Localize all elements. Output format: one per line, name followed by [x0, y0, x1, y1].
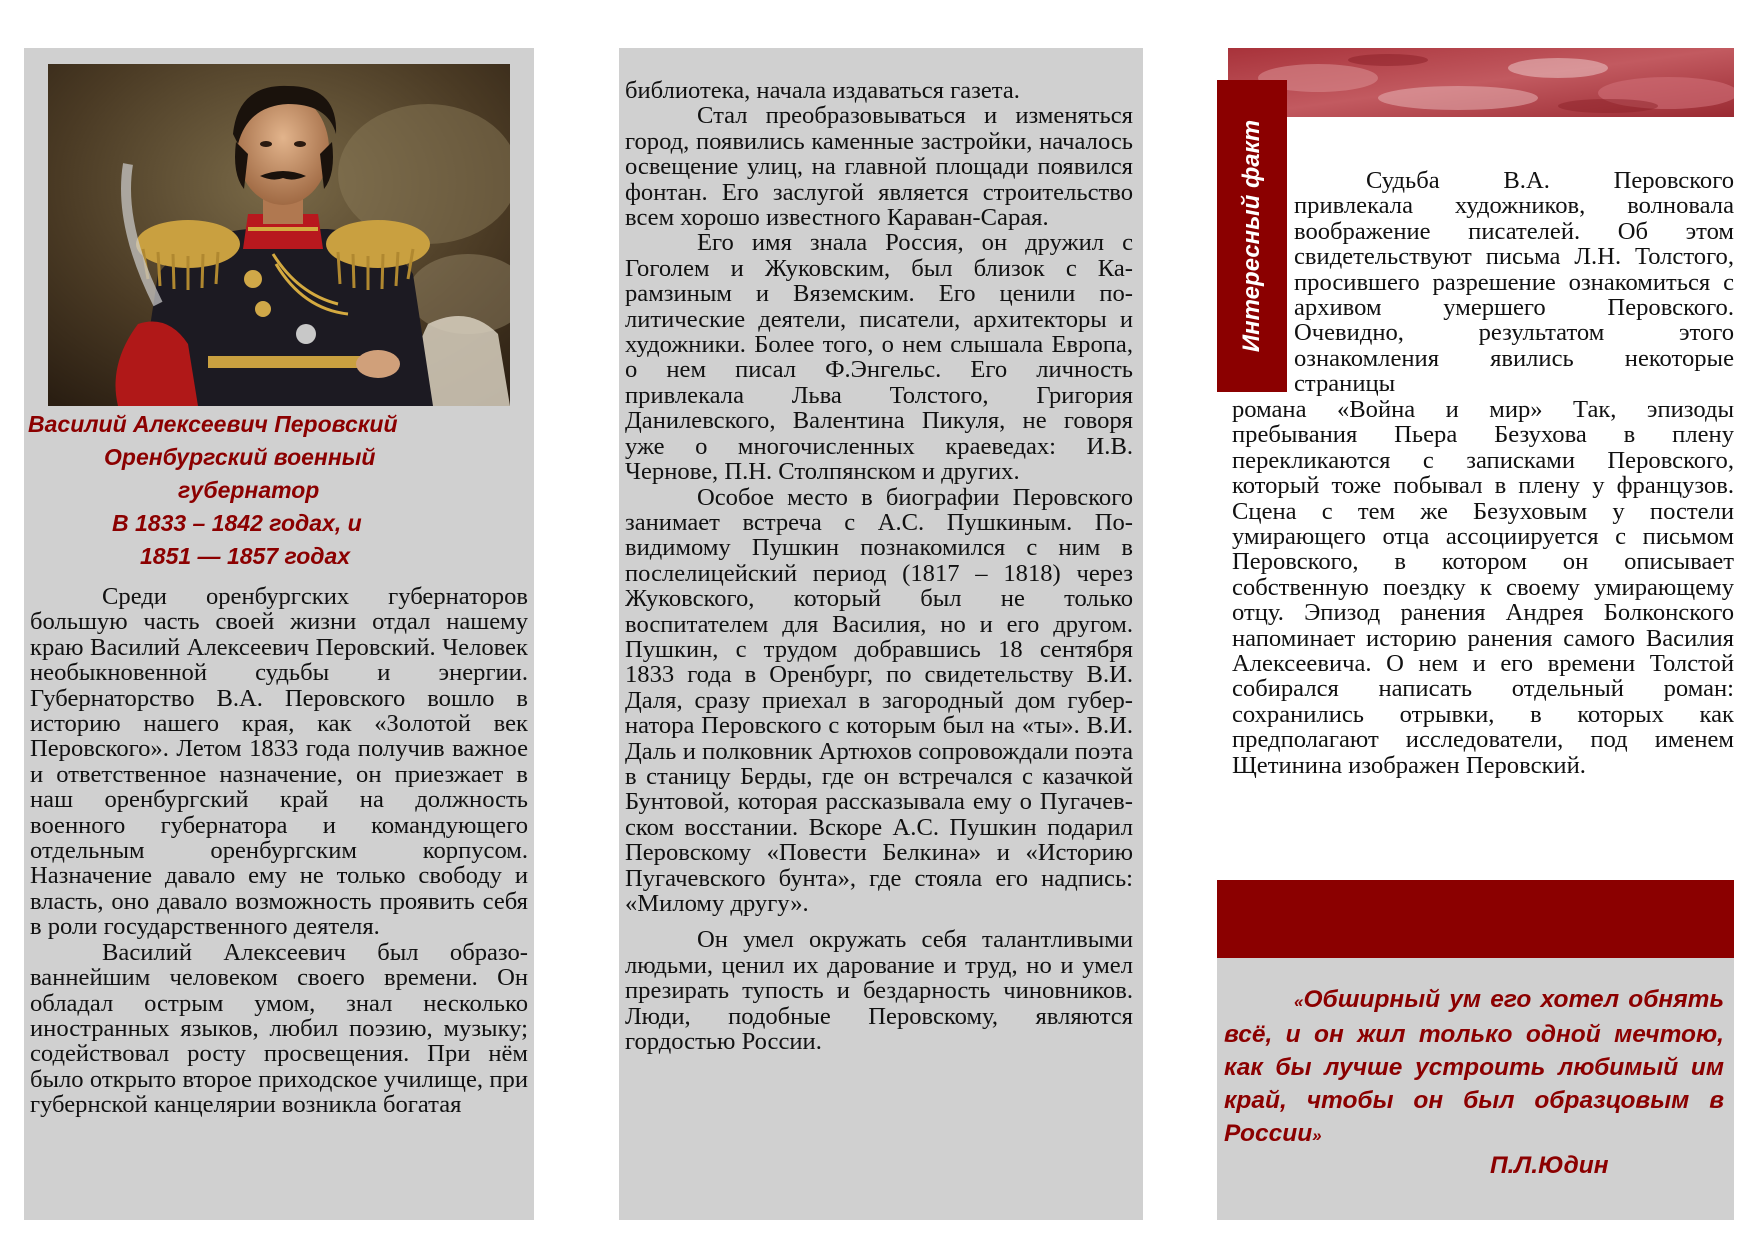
paragraph: библиотека, начала издаваться газета. [625, 77, 1020, 104]
paragraph: Он умел окружать себя талантливыми людьми, ценил их дарование и труд, но и умел презирать тупость и бездарность чиновников. Люди, подобные Перовскому, являются гордостью России. [625, 926, 1133, 1056]
interesting-fact-tab [1217, 80, 1287, 392]
quote-header-bar [1217, 880, 1734, 958]
fact-text-part1 [1294, 168, 1734, 397]
fact-text-part2 [1232, 397, 1734, 778]
decorative-marble-band [1228, 48, 1734, 117]
caption-years-line1: В 1833 – 1842 годах, и [112, 510, 362, 536]
portrait-caption [28, 408, 524, 573]
paragraph: Особое место в биографии Перовского занимает встреча с А.С. Пушкиным. По-видимому Пушкин познакомился с ним в послелицейский период (1817 – 1818) через Жуковского, который был не только воспитателем для Василия, но и его другом. Пушкин, с трудом добравшись 18 сентября 1833 года в Оренбург, по свидетельству В.И. Даля, сразу приехал в загородный дом губернатора Перовского с которым был на «ты». В.И. Даль и полковник Артюхов сопровождали поэта в станицу Берды, где он встречался с казачкой Бунтовой, которая рассказывала ему о Пугачевском восстании. Вскоре А.С. Пушкин подарил Перовскому «Повести Белкина» и «Историю Пугачевского бунта», где стояла его надпись: «Милому другу». [625, 483, 1133, 917]
caption-name: Василий Алексеевич Перовский [28, 411, 398, 437]
column2-text [625, 78, 1133, 1054]
interesting-fact-label: Интересный факт [1238, 119, 1265, 353]
column1-text [30, 584, 528, 1118]
paragraph: Его имя знала Россия, он дружил с Гоголем и Жуковским, был близок с Карамзиным и Вяземским. Его ценили политические деятели, писатели, архитекторы и художники. Более того, о нем слышала Европа, о нем писал Ф.Энгельс. Его личность привлекала Льва Толстого, Григория Данилевского, Валентина Пикуля, не говоря уже о многочисленных краеведах: И.В. Чернове, П.Н. Столпянском и других. [625, 229, 1133, 486]
paragraph: романа «Война и мир» Так, эпизоды пребывания Пьера Безухова в плену перекликаются с записками Перовского, который тоже побывал в плену у французов. Сцена с тем же Безуховым у постели умирающего отца ассоциируется с письмом Перовского, в котором он описывает собственную поездку к своему умирающему отцу. Эпизод ранения Андрея Болконского напоминает историю ранения самого Василия Алексеевича. О нем и его времени Толстой собирался написать отдельный роман: сохранились отрывки, в которых как предполагают исследователи, под именем Щетинина изображен Перовский. [1232, 396, 1734, 779]
paragraph: Стал преобразовываться и изменяться город, появились каменные застройки, началось освещение улиц, на главной площади появился фонтан. Его заслугой является строительство всем хорошо известного Караван-Сарая. [625, 102, 1133, 232]
quote-body: Обширный ум его хотел обнять всё, и он жил только одной мечтою, как бы лучше устроить любимый им край, чтобы он был образцовым в России [1224, 986, 1724, 1147]
quote-close-mark: » [1312, 1126, 1322, 1145]
paragraph: Судьба В.А. Перовского привлекала художников, волновала воображение писателей. Об этом свидетельствуют письма Л.Н. Толстого, просившего разрешение ознакомиться с архивом умершего Перовского. Очевидно, результатом этого ознакомления явились некоторые страницы [1294, 167, 1734, 398]
portrait-image [48, 64, 510, 406]
middle-panel [619, 48, 1143, 1220]
caption-title-line1: Оренбургский военный [104, 444, 376, 470]
quote-open-mark: « [1294, 992, 1304, 1011]
caption-title-line2: губернатор [178, 477, 320, 503]
paragraph: Василий Алексеевич был образованнейшим человеком своего времени. Он обладал острым умом, знал несколько иностранных языков, любил поэзию, музыку; содействовал росту просвещения. При нём было открыто второе приходское училище, при губернской канцелярии возникла богатая [30, 938, 528, 1119]
caption-years-line2: 1851 — 1857 годах [140, 543, 351, 569]
paragraph: Среди оренбургских губернаторов большую часть своей жизни отдал нашему краю Василий Алексеевич Перовский. Человек необыкновенной судьбы и энергии. Губернаторство В.А. Перовского вошло в историю нашего края, как «Золотой век Перовского». Летом 1833 года получив важное и ответственное назначение, он приезжает в наш оренбургский край на должность военного губернатора и командующего отдельным оренбургским корпусом. Назначение давало ему не только свободу и власть, оно давало возможность проявить себя в роли государственного деятеля. [30, 583, 528, 941]
left-panel [24, 48, 534, 1220]
quote-author: П.Л.Юдин [1490, 1152, 1609, 1179]
quote-text [1224, 983, 1724, 1152]
